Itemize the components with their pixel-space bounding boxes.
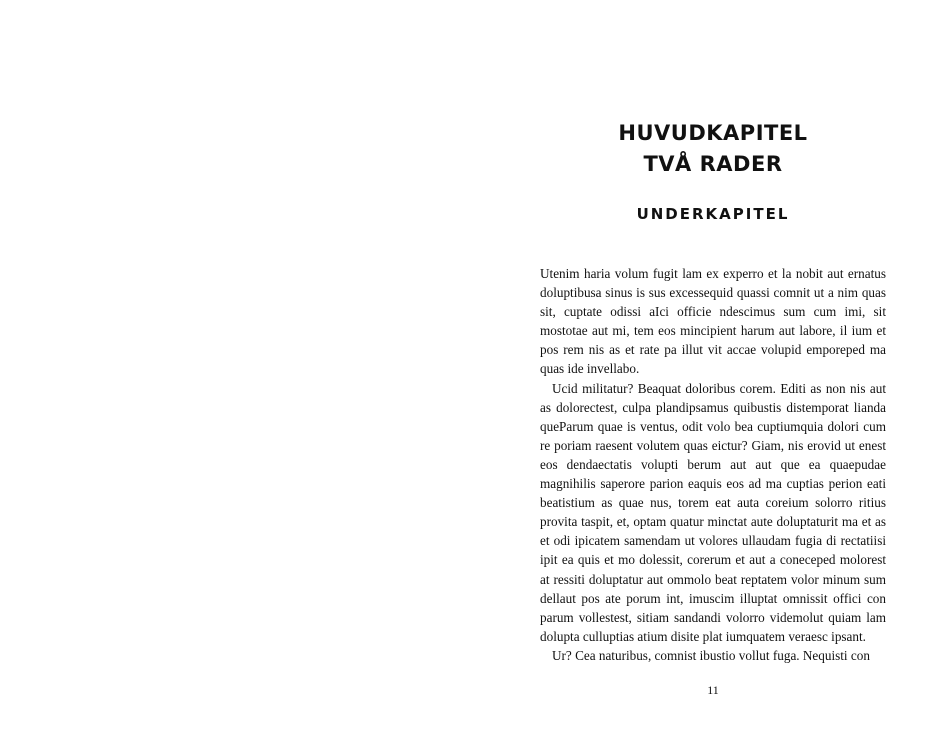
left-page-blank	[0, 0, 472, 748]
subchapter-title: UNDERKAPITEL	[636, 205, 790, 223]
body-paragraph-2: Ucid militatur? Beaquat doloribus corem. Editi as non nis aut as dolorectest, culpa plandipsamus quibustis distemporat lianda queParum quae is ventus, odit volo bea cuptiumquia dolori cum re poriam raesent volutem quas eictur? Giam, nis erovid ut enest eos dendaectatis volupti berum aut aut que ea quaepudae magnihilis saperore parion eaquis eos ad ma cuptias perion eati beatistium as quae nus, torem eat auta coreium solorro ritius provita taspit, et, optam quatur minctat aute doluptaturit ma et as et odi ipicatem samendam ut volores ullaudam fugia di rectatiisi ipit ea quis et mo dolessit, corerum et aut a coneceped molorest at ressiti doluptatur aut ommolo beat reptatem volor minum sum dellaut pos ate porum int, imuscim illuptat omnissit offici con parum vollestest, sitiam sandandi volorro videmolut quiam lam dolupta culluptias atium disite plat iumquatem veraesc ipsant.	[540, 380, 886, 644]
page-number: 11	[707, 683, 719, 697]
chapter-title-line-1: HUVUDKAPITEL	[618, 121, 808, 145]
body-text	[540, 264, 886, 665]
chapter-heading	[540, 118, 886, 223]
chapter-title	[540, 118, 886, 180]
chapter-title-line-2: TVÅ RADER	[643, 152, 783, 176]
body-paragraph-1: Utenim haria volum fugit lam ex experro et la nobit aut ernatus doluptibusa sinus is sus excessequid quassi comnit ut a nim quas sit, cuptate odissi aIci officie ndescimus sum cum imi, sit mostotae aut mi, tem eos mincipient harum aut labore, il ium et pos rem nis as et rate pa illut vit accae volupid emporeped ma quas ide invellabo.	[540, 266, 886, 377]
body-paragraph-3: Ur? Cea naturibus, comnist ibustio vollut fuga. Nequisti con	[552, 647, 870, 663]
